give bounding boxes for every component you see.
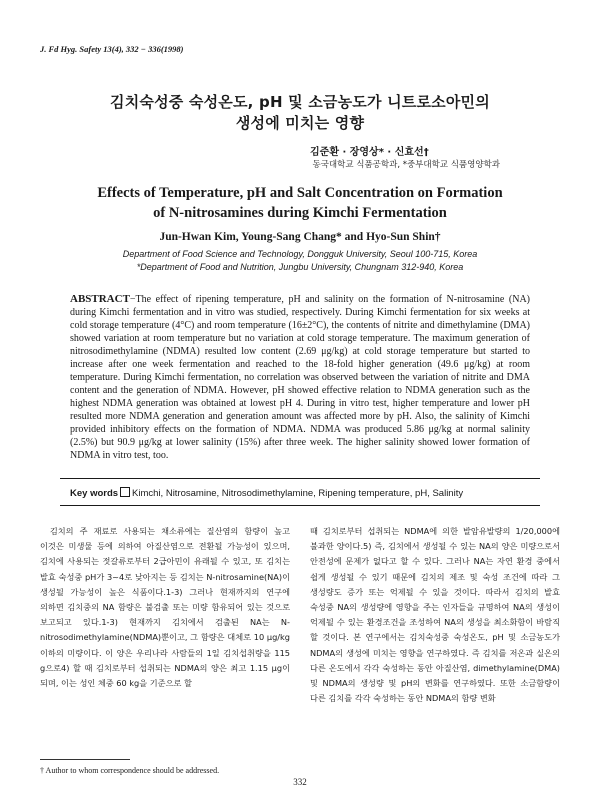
abstract <box>70 293 530 462</box>
keywords-box-icon <box>120 487 130 497</box>
footnote: † Author to whom correspondence should be addressed. <box>40 766 220 775</box>
korean-title-line1: 김치숙성중 숙성온도, pH 및 소금농도가 니트로소아민의 <box>110 93 490 111</box>
page-number: 332 <box>293 777 307 787</box>
abstract-heading: ABSTRACT <box>70 293 130 305</box>
affiliation-line2: *Department of Food and Nutrition, Jungbu University, Chungnam 312-940, Korea <box>136 262 464 272</box>
keywords-bottom-rule <box>60 505 540 506</box>
english-title-line2: of N-nitrosamines during Kimchi Fermentation <box>153 205 447 221</box>
korean-title <box>0 92 600 134</box>
journal-citation: J. Fd Hyg. Safety 13(4), 332 − 336(1998) <box>40 44 184 54</box>
abstract-text: The effect of ripening temperature, pH and salinity on the formation of N-nitrosamine (NA) during Kimchi fermentation and in vitro was studied, respectively. During Kimchi fermentation for six weeks at cold storage temperature (4°C) and room temperature (16±2°C), the contents of nitrite and dimethylamine (DMA) showed variation at room temperature but no variation at cold storage temperature. The maximum generation of nitrosodimethylamine (NDMA) resulted low content (2.69 μg/kg) at cold storage temperature but started to increase after one week fermentation and reached to the 18-fold higher generation (49.6 μg/kg) at room temperature. During Kimchi fermentation, no correlation was observed between the variation of nitrite and DMA content and the generation of NDMA. However, pH showed effective relation to NDMA generation such as the highest NDMA generation was obtained at lowest pH 4. During in vitro test, higher temperature and lower pH resulted more NDMA generation and generation amount was affected more by pH. Also, the salinity of Kimchi provided inhibitory effects on the formation of NDMA. NDMA was produced 5.86 μg/kg at normal salinity (2.5%) but 90.9 μg/kg at lower salinity (15%) after three week. The higher salinity showed lower formation of NDMA in vitro test, too. <box>70 294 530 461</box>
keywords-text: Kimchi, Nitrosamine, Nitrosodimethylamine, Ripening temperature, pH, Salinity <box>132 488 464 499</box>
english-title <box>0 183 600 223</box>
korean-authors: 김준환 · 장영상* · 신효선† <box>310 147 429 158</box>
abstract-dash: − <box>129 294 136 305</box>
korean-affiliation: 동국대학교 식품공학과, *중부대학교 식품영양학과 <box>312 160 500 170</box>
body-column-left <box>40 524 290 691</box>
footnote-rule <box>40 759 130 760</box>
english-authors: Jun-Hwan Kim, Young-Sang Chang* and Hyo-Sun Shin† <box>159 231 441 243</box>
body-left-text: 김치의 주 재료로 사용되는 채소류에는 질산염의 함량이 높고 이것은 미생물 등에 의하여 아질산염으로 전환될 가능성이 있으며, 김치에 사용되는 젓갈류로부터 2급아민이 유래될 수 있고, 또 김치는 발효 숙성중 pH가 3~4로 낮아지는 등 김치는 N-nitrosamine(NA)이 생성될 가능성이 높은 식품이다.1-3) 그러나 현재까지의 연구에 의하면 김치중의 NA 함량은 불검출 또는 미량 함유되어 있는 것으로 보고되고 있다.1-3) 현재까지 김치에서 검출된 NA는 N-nitrosodimethylamine(NDMA)뿐이고, 그 함량은 대체로 10 μg/kg 이하의 미량이다. 이 양은 우리나라 사람들의 1일 김치섭취량을 115 g으로4) 할 때 김치로부터 섭취되는 NDMA의 양은 최고 1.15 μg이 되며, 이는 성인 체중 60 kg을 기준으로 할 <box>40 526 290 689</box>
body-right-text: 때 김치로부터 섭취되는 NDMA에 의한 발암유발량의 1/20,000에 불과한 양이다.5) 즉, 김치에서 생성될 수 있는 NA의 양은 미량으로서 안전성에 문제가 없다고 할 수 있다. 그러나 NA는 자연 환경 중에서 쉽게 생성될 수 있기 때문에 김치의 제조 및 숙성 조건에 따라 그 생성량도 증가 또는 억제될 수 있을 것이다. 따라서 김치의 발효 숙성중 NA의 생성량에 영향을 주는 인자들을 규명하여 NA의 생성이 억제될 수 있는 환경조건을 조성하여 NA의 생성을 최소화함이 바람직 할 것이다. 본 연구에서는 김치숙성중 숙성온도, pH 및 소금농도가 NDMA의 생성에 미치는 영향을 연구하였다. 즉 김치를 저온과 실온의 다른 온도에서 각각 숙성하는 동안 아질산염, dimethylamine(DMA) 및 NDMA의 생성량 및 pH의 변화를 연구하였다. 또한 소금함량이 다른 김치를 각각 숙성하는 동안 NDMA의 함량 변화 <box>310 526 560 704</box>
affiliation-line1: Department of Food Science and Technology, Dongguk University, Seoul 100-715, Korea <box>122 249 478 259</box>
english-affiliation <box>0 248 600 274</box>
body-column-right <box>310 524 560 706</box>
keywords-heading: Key words <box>70 488 119 499</box>
keywords <box>70 487 530 499</box>
keywords-top-rule <box>60 478 540 479</box>
korean-title-line2: 생성에 미치는 영향 <box>235 114 365 132</box>
english-title-line1: Effects of Temperature, pH and Salt Concentration on Formation <box>97 185 503 201</box>
